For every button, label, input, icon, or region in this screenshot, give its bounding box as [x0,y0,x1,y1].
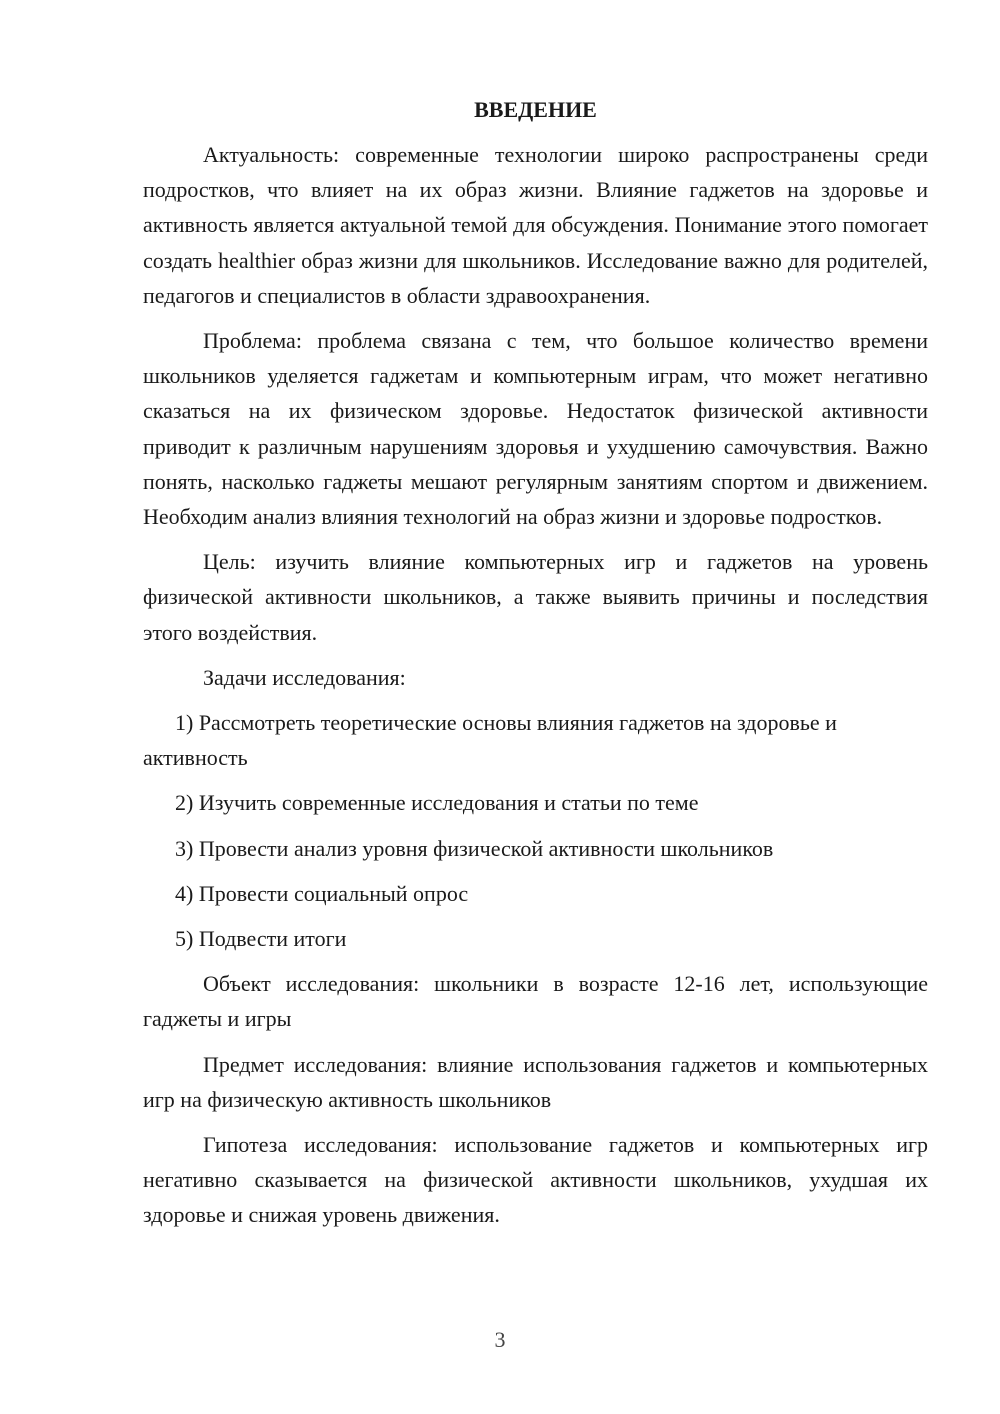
goal-paragraph: Цель: изучить влияние компьютерных игр и гаджетов на уровень физической активности школьников, а также выявить причины и последствия этого воздействия. [143,549,928,645]
task-item: 1) Рассмотреть теоретические основы влияния гаджетов на здоровье и активность [143,710,837,771]
hypothesis-paragraph: Гипотеза исследования: использование гаджетов и компьютерных игр негативно сказывается на физической активности школьников, ухудшая их здоровье и снижая уровень движения. [143,1132,928,1228]
page-number: 3 [494,1327,506,1352]
problem-paragraph: Проблема: проблема связана с тем, что большое количество времени школьников уделяется гаджетам и компьютерным играм, что может негативно сказаться на их физическом здоровье. Недостаток физической активности приводит к различным нарушениям здоровья и ухудшению самочувствия. Важно понять, насколько гаджеты мешают регулярным занятиям спортом и движением. Необходим анализ влияния технологий на образ жизни и здоровье подростков. [143,328,928,530]
task-item: 2) Изучить современные исследования и статьи по теме [175,790,699,816]
object-paragraph: Объект исследования: школьники в возрасте 12-16 лет, использующие гаджеты и игры [143,971,928,1032]
task-item: 3) Провести анализ уровня физической активности школьников [175,835,774,861]
task-item: 5) Подвести итоги [175,926,347,952]
document-page [143,92,928,1243]
tasks-heading: Задачи исследования: [203,664,406,690]
task-item: 4) Провести социальный опрос [175,880,469,906]
relevance-paragraph: Актуальность: современные технологии широко распространены среди подростков, что влияет на их образ жизни. Влияние гаджетов на здоровье и активность является актуальной темой для обсуждения. Понимание этого помогает создать healthier образ жизни для школьников. Исследование важно для родителей, педагогов и специалистов в области здравоохранения. [143,142,928,308]
section-title: ВВЕДЕНИЕ [474,97,597,122]
subject-paragraph: Предмет исследования: влияние использования гаджетов и компьютерных игр на физическую активность школьников [143,1051,928,1112]
